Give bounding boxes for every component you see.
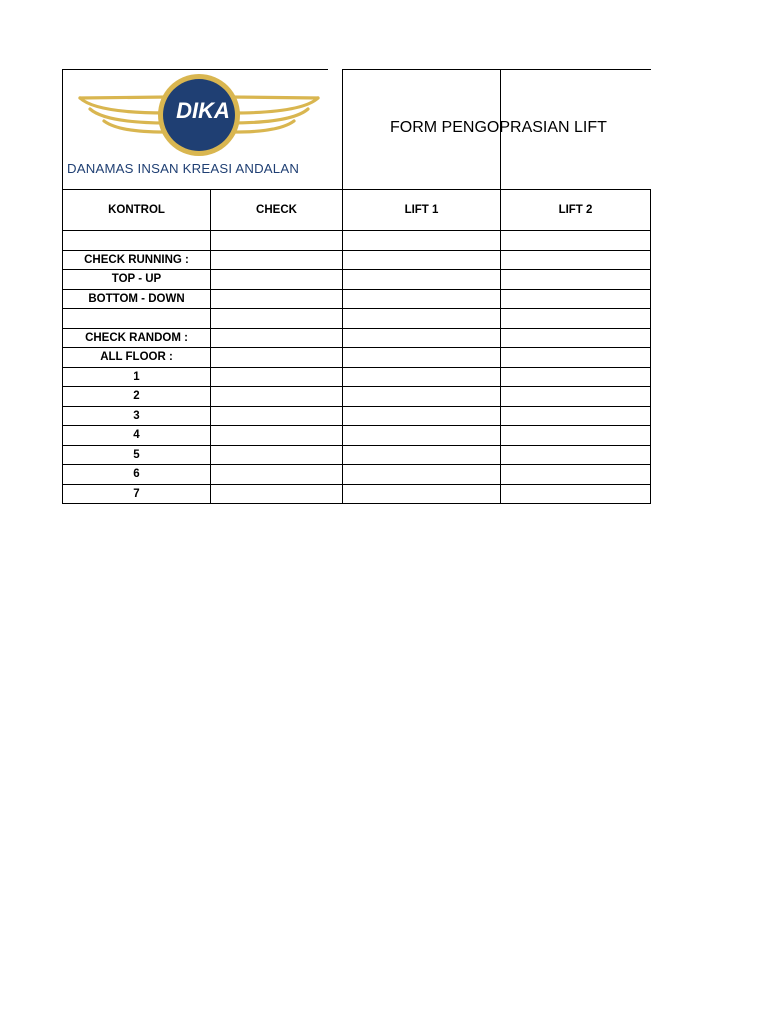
kontrol-cell: BOTTOM - DOWN bbox=[63, 289, 211, 309]
lift-1-cell[interactable] bbox=[343, 231, 501, 251]
lift-2-cell[interactable] bbox=[501, 465, 651, 485]
lift-1-cell[interactable] bbox=[343, 270, 501, 290]
form-title: FORM PENGOPRASIAN LIFT bbox=[390, 119, 607, 136]
lift-1-cell[interactable] bbox=[343, 387, 501, 407]
table-row bbox=[63, 309, 651, 329]
kontrol-cell: 4 bbox=[63, 426, 211, 446]
header-lift-2: LIFT 2 bbox=[501, 190, 651, 231]
lift-2-cell[interactable] bbox=[501, 406, 651, 426]
logo-wordmark: DIKA bbox=[176, 98, 230, 123]
table-row bbox=[63, 484, 651, 504]
lift-operation-form bbox=[62, 69, 650, 503]
lift-1-cell[interactable] bbox=[343, 348, 501, 368]
check-cell[interactable] bbox=[211, 406, 343, 426]
company-name: DANAMAS INSAN KREASI ANDALAN bbox=[67, 161, 300, 176]
header-kontrol: KONTROL bbox=[63, 190, 211, 231]
lift-2-cell[interactable] bbox=[501, 426, 651, 446]
lift-2-cell[interactable] bbox=[501, 231, 651, 251]
lift-1-cell[interactable] bbox=[343, 289, 501, 309]
lift-2-cell[interactable] bbox=[501, 270, 651, 290]
check-cell[interactable] bbox=[211, 484, 343, 504]
lift-2-cell[interactable] bbox=[501, 309, 651, 329]
lift-2-cell[interactable] bbox=[501, 367, 651, 387]
kontrol-cell: ALL FLOOR : bbox=[63, 348, 211, 368]
kontrol-cell: TOP - UP bbox=[63, 270, 211, 290]
lift-2-cell[interactable] bbox=[501, 289, 651, 309]
table-row bbox=[63, 328, 651, 348]
kontrol-cell: 6 bbox=[63, 465, 211, 485]
lift-2-cell[interactable] bbox=[501, 445, 651, 465]
kontrol-cell: CHECK RANDOM : bbox=[63, 328, 211, 348]
lift-1-cell[interactable] bbox=[343, 250, 501, 270]
table-row bbox=[63, 270, 651, 290]
lift-2-cell[interactable] bbox=[501, 387, 651, 407]
header-check: CHECK bbox=[211, 190, 343, 231]
check-cell[interactable] bbox=[211, 367, 343, 387]
check-cell[interactable] bbox=[211, 445, 343, 465]
check-cell[interactable] bbox=[211, 231, 343, 251]
table-row bbox=[63, 445, 651, 465]
kontrol-cell: 7 bbox=[63, 484, 211, 504]
lift-1-cell[interactable] bbox=[343, 367, 501, 387]
lift-1-cell[interactable] bbox=[343, 484, 501, 504]
kontrol-cell: 1 bbox=[63, 367, 211, 387]
table-row bbox=[63, 387, 651, 407]
table-row bbox=[63, 231, 651, 251]
header-lift-1: LIFT 1 bbox=[343, 190, 501, 231]
table-header-row bbox=[63, 190, 651, 231]
checklist-table bbox=[62, 189, 651, 504]
lift-1-cell[interactable] bbox=[343, 328, 501, 348]
lift-1-cell[interactable] bbox=[343, 406, 501, 426]
check-cell[interactable] bbox=[211, 289, 343, 309]
table-row bbox=[63, 348, 651, 368]
lift-2-cell[interactable] bbox=[501, 348, 651, 368]
lift-1-cell[interactable] bbox=[343, 309, 501, 329]
kontrol-cell bbox=[63, 309, 211, 329]
kontrol-cell: 3 bbox=[63, 406, 211, 426]
logo-block bbox=[62, 69, 342, 189]
check-cell[interactable] bbox=[211, 309, 343, 329]
lift-2-cell[interactable] bbox=[501, 250, 651, 270]
check-cell[interactable] bbox=[211, 426, 343, 446]
kontrol-cell bbox=[63, 231, 211, 251]
lift-1-cell[interactable] bbox=[343, 445, 501, 465]
check-cell[interactable] bbox=[211, 465, 343, 485]
table-row bbox=[63, 367, 651, 387]
check-cell[interactable] bbox=[211, 270, 343, 290]
check-cell[interactable] bbox=[211, 328, 343, 348]
table-row bbox=[63, 465, 651, 485]
lift-1-cell[interactable] bbox=[343, 465, 501, 485]
check-cell[interactable] bbox=[211, 348, 343, 368]
kontrol-cell: 5 bbox=[63, 445, 211, 465]
table-row bbox=[63, 406, 651, 426]
table-row bbox=[63, 426, 651, 446]
lift-2-cell[interactable] bbox=[501, 484, 651, 504]
kontrol-cell: CHECK RUNNING : bbox=[63, 250, 211, 270]
check-cell[interactable] bbox=[211, 250, 343, 270]
border-line bbox=[62, 69, 328, 70]
check-cell[interactable] bbox=[211, 387, 343, 407]
table-row bbox=[63, 250, 651, 270]
lift-2-cell[interactable] bbox=[501, 328, 651, 348]
table-row bbox=[63, 289, 651, 309]
lift-1-cell[interactable] bbox=[343, 426, 501, 446]
kontrol-cell: 2 bbox=[63, 387, 211, 407]
border-line bbox=[62, 69, 63, 189]
